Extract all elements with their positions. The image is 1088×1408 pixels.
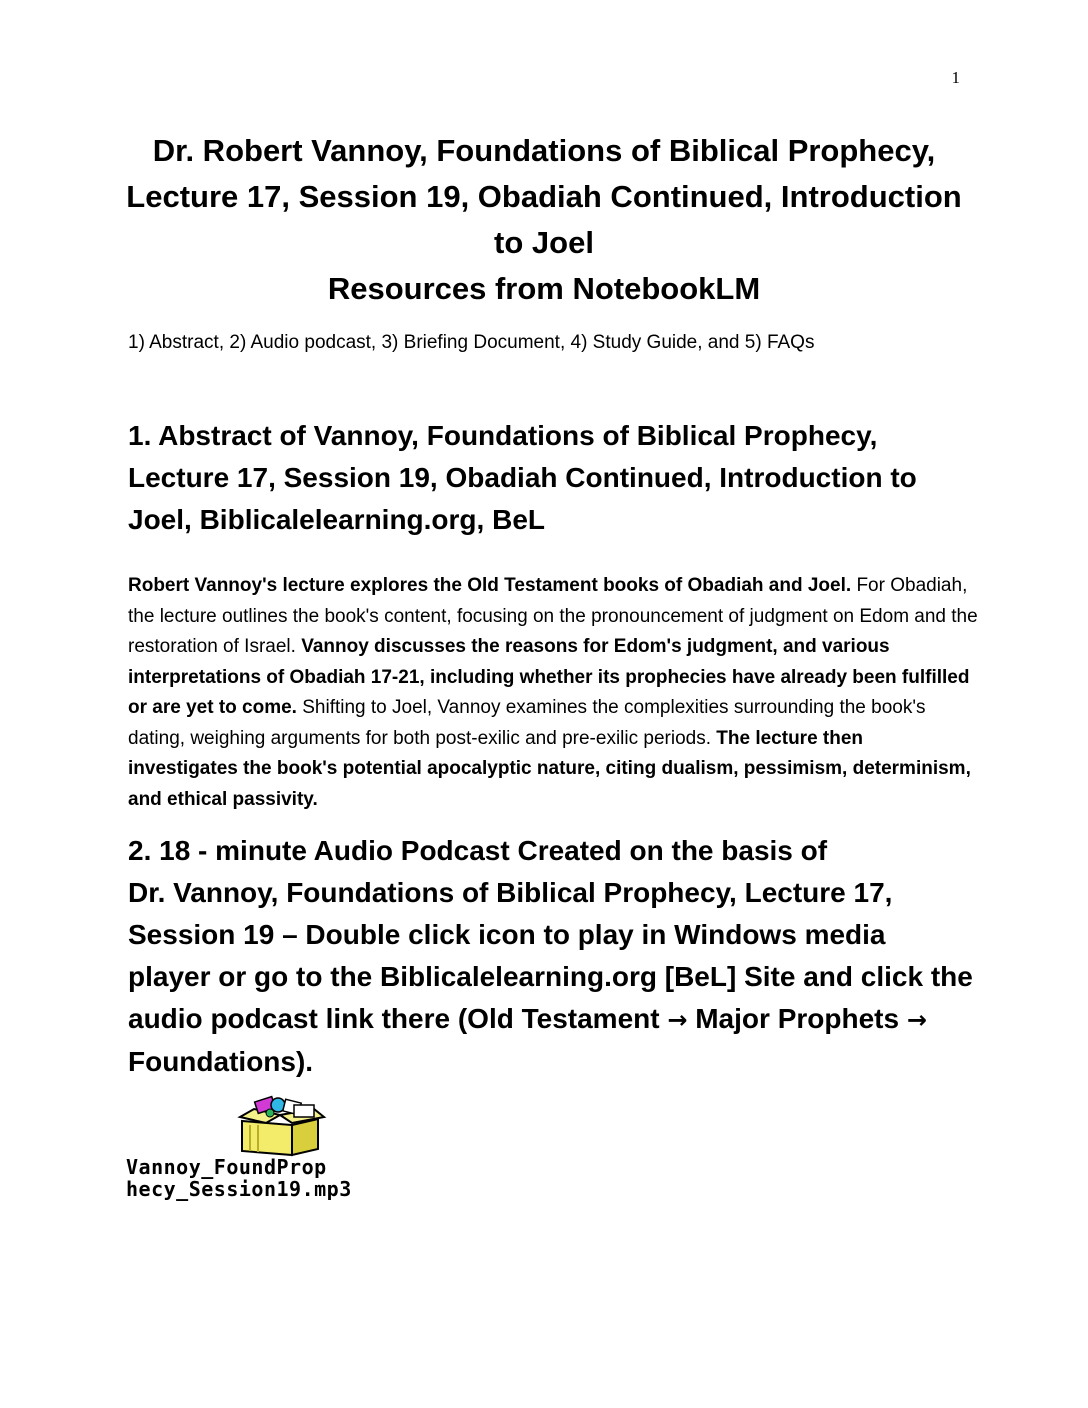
title-line: Lecture 17, Session 19, Obadiah Continued, Introduction (126, 179, 962, 214)
podcast-heading-line: Session 19 – Double click icon to play in Windows media (128, 919, 886, 950)
package-icon[interactable] (230, 1095, 330, 1157)
title-line: to Joel (494, 225, 594, 260)
heading-line: Joel, Biblicalelearning.org, BeL (128, 504, 545, 535)
abstract-heading (128, 415, 978, 541)
resources-list: 1) Abstract, 2) Audio podcast, 3) Briefing Document, 4) Study Guide, and 5) FAQs (128, 332, 815, 353)
heading-line: Lecture 17, Session 19, Obadiah Continued, Introduction to (128, 462, 917, 493)
abstract-text: For Obadiah, the lecture outlines the book's content, focusing on the pronouncement of judgment on Edom and the restoration of Israel. (128, 575, 978, 657)
abstract-bold-sentence: Robert Vannoy's lecture explores the Old Testament books of Obadiah and Joel. (128, 575, 852, 596)
title-line: Dr. Robert Vannoy, Foundations of Biblical Prophecy, (152, 133, 936, 168)
abstract-bold-sentence: Vannoy discusses the reasons for Edom's judgment, and various interpretations of Obadiah 17-21, including whether its prophecies have already been fulfilled or are yet to come. (128, 636, 970, 718)
attachment-filename[interactable] (126, 1156, 446, 1200)
podcast-heading-line: 2. 18 - minute Audio Podcast Created on the basis of (128, 835, 828, 866)
podcast-heading-line: player or go to the Biblicalelearning.org [BeL] Site and click the (128, 961, 973, 992)
breadcrumb-part: audio podcast link there (Old Testament (128, 1003, 668, 1034)
podcast-heading (128, 830, 978, 1083)
podcast-heading-line: Dr. Vannoy, Foundations of Biblical Prophecy, Lecture 17, (128, 877, 893, 908)
arrow-right-icon: → (906, 1006, 927, 1034)
filename-line: hecy_Session19.mp3 (126, 1177, 352, 1201)
document-title (110, 128, 978, 312)
page-number: 1 (951, 68, 960, 87)
breadcrumb-part: Major Prophets (687, 1003, 907, 1034)
abstract-bold-sentence: The lecture then investigates the book's potential apocalyptic nature, citing dualism, pessimism, determinism, and ethical passivity. (128, 727, 971, 810)
abstract-text: Shifting to Joel, Vannoy examines the complexities surrounding the book's dating, weighing arguments for both post-exilic and pre-exilic periods. (128, 697, 926, 749)
podcast-heading-line (128, 998, 978, 1041)
abstract-paragraph (128, 571, 978, 815)
heading-line: 1. Abstract of Vannoy, Foundations of Biblical Prophecy, (128, 420, 878, 451)
arrow-right-icon: → (667, 1006, 688, 1034)
podcast-heading-line: Foundations). (128, 1046, 314, 1077)
filename-line: Vannoy_FoundProp (126, 1155, 327, 1179)
title-subtitle: Resources from NotebookLM (327, 271, 761, 306)
